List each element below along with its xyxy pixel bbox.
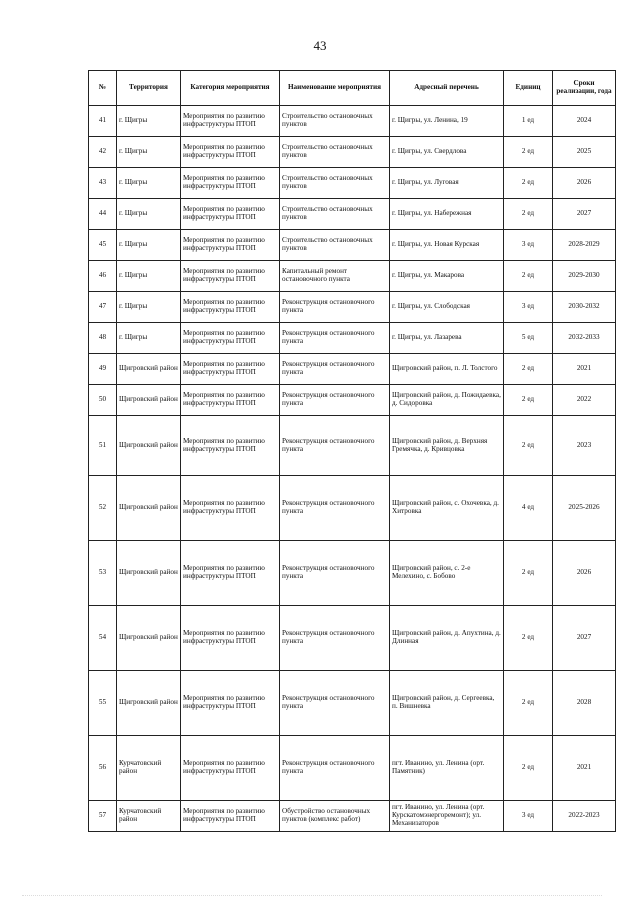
cell-period: 2026 (553, 541, 616, 606)
cell-address: Щигровский район, д. Верхняя Гремячка, д. Кривцовка (390, 416, 504, 476)
cell-address: г. Щигры, ул. Макарова (390, 261, 504, 292)
column-header-address: Адресный перечень (390, 71, 504, 106)
cell-territory: Курчатовский район (117, 801, 181, 832)
cell-name: Реконструкция остановочного пункта (280, 323, 390, 354)
cell-address: г. Щигры, ул. Луговая (390, 168, 504, 199)
cell-address: г. Щигры, ул. Свердлова (390, 137, 504, 168)
cell-name: Строительство остановочных пунктов (280, 106, 390, 137)
cell-name: Строительство остановочных пунктов (280, 168, 390, 199)
cell-category: Мероприятия по развитию инфраструктуры ПТОП (181, 736, 280, 801)
cell-units: 2 ед (504, 199, 553, 230)
cell-category: Мероприятия по развитию инфраструктуры ПТОП (181, 292, 280, 323)
table-row (89, 354, 616, 385)
cell-units: 3 ед (504, 230, 553, 261)
cell-period: 2021 (553, 736, 616, 801)
table-row (89, 106, 616, 137)
cell-number: 51 (89, 416, 117, 476)
cell-address: Щигровский район, п. Л. Толстого (390, 354, 504, 385)
cell-category: Мероприятия по развитию инфраструктуры ПТОП (181, 801, 280, 832)
cell-period: 2030-2032 (553, 292, 616, 323)
table-row (89, 416, 616, 476)
cell-address: г. Щигры, ул. Набережная (390, 199, 504, 230)
table-row (89, 168, 616, 199)
cell-territory: г. Щигры (117, 137, 181, 168)
cell-address: Щигровский район, с. 2-е Мелехино, с. Бобово (390, 541, 504, 606)
cell-address: г. Щигры, ул. Новая Курская (390, 230, 504, 261)
cell-address: г. Щигры, ул. Слободская (390, 292, 504, 323)
cell-units: 2 ед (504, 137, 553, 168)
cell-territory: Щигровский район (117, 541, 181, 606)
cell-period: 2025-2026 (553, 476, 616, 541)
table-row (89, 736, 616, 801)
cell-address: Щигровский район, д. Апухтина, д. Длинная (390, 606, 504, 671)
cell-address: Щигровский район, д. Пожидаевка, д. Сидоровка (390, 385, 504, 416)
table-row (89, 801, 616, 832)
cell-name: Реконструкция остановочного пункта (280, 292, 390, 323)
cell-name: Строительство остановочных пунктов (280, 199, 390, 230)
cell-category: Мероприятия по развитию инфраструктуры ПТОП (181, 199, 280, 230)
table-row (89, 230, 616, 261)
cell-units: 2 ед (504, 385, 553, 416)
cell-units: 2 ед (504, 168, 553, 199)
cell-number: 52 (89, 476, 117, 541)
cell-number: 43 (89, 168, 117, 199)
cell-units: 2 ед (504, 416, 553, 476)
cell-territory: г. Щигры (117, 230, 181, 261)
cell-number: 41 (89, 106, 117, 137)
cell-name: Реконструкция остановочного пункта (280, 354, 390, 385)
cell-units: 2 ед (504, 261, 553, 292)
cell-period: 2024 (553, 106, 616, 137)
cell-address: пгт. Иванино, ул. Ленина (орт. Курскатомэнергоремонт); ул. Механизаторов (390, 801, 504, 832)
cell-units: 2 ед (504, 541, 553, 606)
cell-number: 54 (89, 606, 117, 671)
cell-units: 2 ед (504, 671, 553, 736)
cell-units: 2 ед (504, 354, 553, 385)
cell-name: Реконструкция остановочного пункта (280, 416, 390, 476)
cell-number: 47 (89, 292, 117, 323)
cell-number: 57 (89, 801, 117, 832)
cell-number: 50 (89, 385, 117, 416)
cell-address: г. Щигры, ул. Лазарева (390, 323, 504, 354)
column-header-units: Единиц (504, 71, 553, 106)
cell-name: Обустройство остановочных пунктов (комплекс работ) (280, 801, 390, 832)
cell-territory: Курчатовский район (117, 736, 181, 801)
cell-address: Щигровский район, д. Сергеевка, п. Вишневка (390, 671, 504, 736)
column-header-name: Наименование мероприятия (280, 71, 390, 106)
cell-units: 3 ед (504, 801, 553, 832)
table-row (89, 323, 616, 354)
cell-name: Строительство остановочных пунктов (280, 230, 390, 261)
table-row (89, 476, 616, 541)
cell-period: 2025 (553, 137, 616, 168)
table-row (89, 541, 616, 606)
cell-period: 2028-2029 (553, 230, 616, 261)
cell-number: 45 (89, 230, 117, 261)
cell-name: Реконструкция остановочного пункта (280, 671, 390, 736)
cell-units: 2 ед (504, 736, 553, 801)
cell-territory: Щигровский район (117, 476, 181, 541)
cell-category: Мероприятия по развитию инфраструктуры ПТОП (181, 476, 280, 541)
cell-territory: Щигровский район (117, 385, 181, 416)
cell-number: 53 (89, 541, 117, 606)
table-row (89, 671, 616, 736)
cell-category: Мероприятия по развитию инфраструктуры ПТОП (181, 323, 280, 354)
table-row (89, 606, 616, 671)
cell-category: Мероприятия по развитию инфраструктуры ПТОП (181, 416, 280, 476)
cell-name: Реконструкция остановочного пункта (280, 736, 390, 801)
column-header-territory: Территория (117, 71, 181, 106)
cell-category: Мероприятия по развитию инфраструктуры ПТОП (181, 168, 280, 199)
table-row (89, 385, 616, 416)
cell-period: 2022-2023 (553, 801, 616, 832)
table-row (89, 137, 616, 168)
cell-address: Щигровский район, с. Охочевка, д. Хитровка (390, 476, 504, 541)
cell-territory: г. Щигры (117, 292, 181, 323)
cell-territory: г. Щигры (117, 106, 181, 137)
measures-table (88, 70, 616, 832)
cell-units: 4 ед (504, 476, 553, 541)
cell-address: пгт. Иванино, ул. Ленина (орт. Памятник) (390, 736, 504, 801)
column-header-period: Сроки реализации, года (553, 71, 616, 106)
cell-units: 2 ед (504, 606, 553, 671)
cell-category: Мероприятия по развитию инфраструктуры ПТОП (181, 230, 280, 261)
cell-period: 2027 (553, 606, 616, 671)
cell-units: 5 ед (504, 323, 553, 354)
cell-territory: г. Щигры (117, 261, 181, 292)
cell-territory: г. Щигры (117, 323, 181, 354)
cell-name: Реконструкция остановочного пункта (280, 476, 390, 541)
cell-number: 46 (89, 261, 117, 292)
cell-number: 55 (89, 671, 117, 736)
cell-category: Мероприятия по развитию инфраструктуры ПТОП (181, 261, 280, 292)
cell-territory: Щигровский район (117, 671, 181, 736)
cell-units: 3 ед (504, 292, 553, 323)
cell-address: г. Щигры, ул. Ленина, 19 (390, 106, 504, 137)
cell-category: Мероприятия по развитию инфраструктуры ПТОП (181, 137, 280, 168)
cell-period: 2026 (553, 168, 616, 199)
cell-territory: г. Щигры (117, 168, 181, 199)
cell-period: 2029-2030 (553, 261, 616, 292)
cell-territory: Щигровский район (117, 606, 181, 671)
cell-category: Мероприятия по развитию инфраструктуры ПТОП (181, 541, 280, 606)
cell-name: Реконструкция остановочного пункта (280, 606, 390, 671)
column-header-category: Категория мероприятия (181, 71, 280, 106)
cell-name: Строительство остановочных пунктов (280, 137, 390, 168)
cell-category: Мероприятия по развитию инфраструктуры ПТОП (181, 106, 280, 137)
cell-period: 2028 (553, 671, 616, 736)
cell-category: Мероприятия по развитию инфраструктуры ПТОП (181, 385, 280, 416)
table-row (89, 261, 616, 292)
cell-category: Мероприятия по развитию инфраструктуры ПТОП (181, 354, 280, 385)
cell-name: Реконструкция остановочного пункта (280, 385, 390, 416)
table-row (89, 199, 616, 230)
cell-period: 2027 (553, 199, 616, 230)
cell-territory: г. Щигры (117, 199, 181, 230)
cell-number: 56 (89, 736, 117, 801)
cell-period: 2023 (553, 416, 616, 476)
cell-territory: Щигровский район (117, 416, 181, 476)
table-header-row (89, 71, 616, 106)
cell-territory: Щигровский район (117, 354, 181, 385)
page-number: 43 (313, 38, 327, 53)
cell-period: 2022 (553, 385, 616, 416)
cell-category: Мероприятия по развитию инфраструктуры ПТОП (181, 606, 280, 671)
cell-period: 2021 (553, 354, 616, 385)
cell-number: 48 (89, 323, 117, 354)
cell-name: Капитальный ремонт остановочного пункта (280, 261, 390, 292)
cell-period: 2032-2033 (553, 323, 616, 354)
cell-name: Реконструкция остановочного пункта (280, 541, 390, 606)
cell-number: 44 (89, 199, 117, 230)
cell-units: 1 ед (504, 106, 553, 137)
cell-number: 49 (89, 354, 117, 385)
cell-category: Мероприятия по развитию инфраструктуры ПТОП (181, 671, 280, 736)
table-row (89, 292, 616, 323)
cell-number: 42 (89, 137, 117, 168)
scan-edge-marks (22, 895, 602, 896)
column-header-number: № (89, 71, 117, 106)
